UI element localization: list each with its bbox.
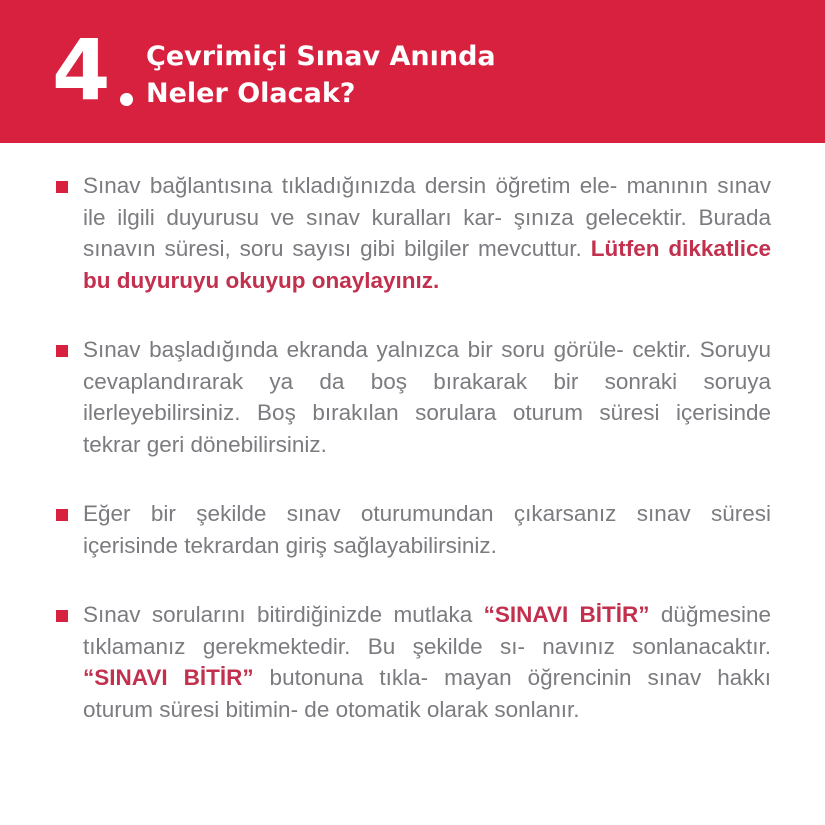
square-bullet-icon [56, 509, 68, 521]
number-dot-icon [120, 93, 133, 106]
section-title-line2: Neler Olacak? [146, 78, 356, 109]
item-text-part: butonuna tıkla- mayan öğrencinin sınav hakkı oturum süresi bitimin- de otomatik olarak sonlanır. [83, 665, 771, 722]
item-text-part: Sınav sorularını bitirdiğinizde mutlaka [83, 602, 484, 627]
item-text: Sınav başladığında ekranda yalnızca bir soru görüle- cektir. Soruyu cevaplandırarak ya da boş bırakarak bir sonraki soruya ilerleyebilirsiniz. Boş bırakılan sorulara oturum süresi içerisinde tekrar geri dönebilirsiniz. [83, 337, 771, 457]
item-text-part: bilgiler mevcuttur. [404, 236, 591, 261]
item-text [83, 170, 771, 296]
item-highlight: Lütfen dikkatlice bu duyuruyu okuyup onaylayınız. [83, 236, 771, 293]
item-text [83, 599, 771, 725]
list-item [55, 498, 771, 561]
item-text-part: Sınav bağlantısına tıkladığınızda dersin öğretim ele- [83, 173, 618, 198]
section-title [146, 38, 496, 112]
content-list [55, 170, 771, 763]
square-bullet-icon [56, 610, 68, 622]
section-title-line1: Çevrimiçi Sınav Anında [146, 41, 496, 72]
finish-exam-highlight: “SINAVI BİTİR” [83, 665, 254, 690]
square-bullet-icon [56, 181, 68, 193]
square-bullet-icon [56, 345, 68, 357]
item-text-part: düğmesine tıklamanız gerekmektedir. Bu şekilde sı- navınız sonlanacaktır. [83, 602, 771, 659]
list-item [55, 334, 771, 460]
item-text-part: manının sınav ile ilgili duyurusu ve sınav kuralları kar- [83, 173, 771, 230]
item-text-part: şınıza gelecektir. Burada sınavın süresi, soru sayısı gibi [83, 204, 771, 261]
finish-exam-highlight: “SINAVI BİTİR” [483, 602, 650, 627]
header-banner [0, 0, 825, 143]
list-item [55, 599, 771, 725]
item-text: Eğer bir şekilde sınav oturumundan çıkarsanız sınav süresi içerisinde tekrardan giriş sağlayabilirsiniz. [83, 501, 771, 558]
list-item [55, 170, 771, 296]
section-number: 4 [52, 21, 109, 119]
